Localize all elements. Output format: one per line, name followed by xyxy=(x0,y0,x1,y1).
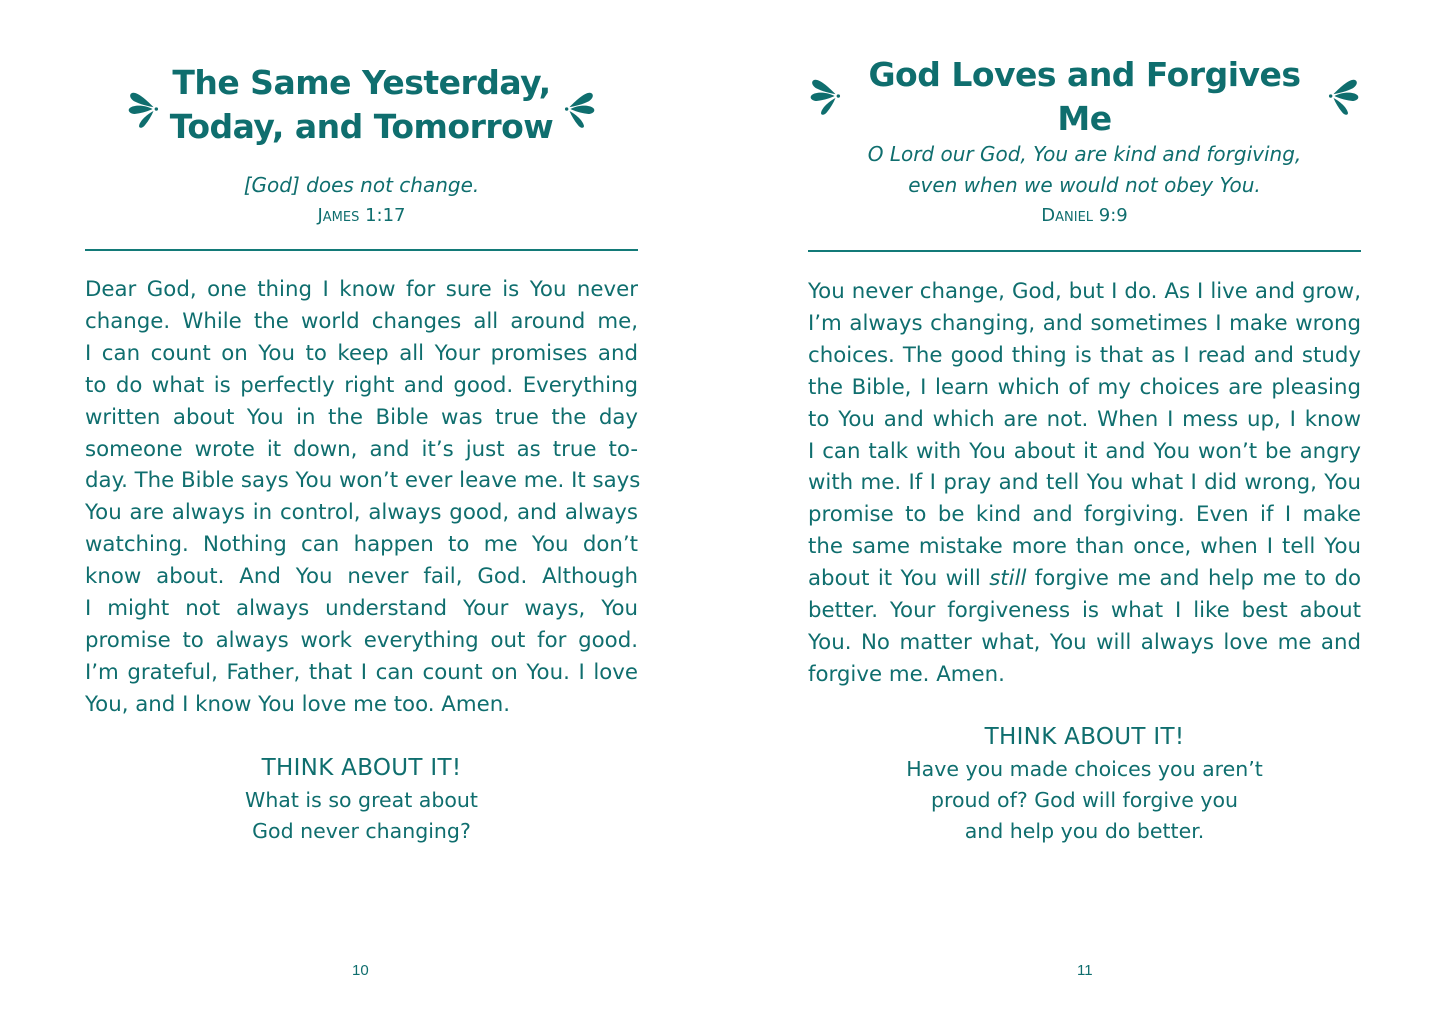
italic-text: still xyxy=(989,566,1027,592)
title-line: Today, and Tomorrow xyxy=(169,107,554,146)
title-line: God Loves and Forgives Me xyxy=(868,55,1301,138)
scripture-verse xyxy=(85,170,638,231)
body-line: promise to be kind and forgiving. Even if I make xyxy=(808,502,1361,528)
think-heading: THINK ABOUT IT! xyxy=(261,755,462,781)
left-page xyxy=(85,0,641,1020)
text-run: forgive me and help me to do xyxy=(1026,566,1361,592)
scripture-verse xyxy=(808,139,1361,231)
body-line: written about You in the Bible was true the day xyxy=(85,404,638,430)
body-line: I can count on You to keep all Your promises and xyxy=(85,340,638,366)
body-line: You, and I know You love me too. Amen. xyxy=(85,691,510,717)
page-number: 11 xyxy=(1077,962,1093,979)
think-line: Have you made choices you aren’t xyxy=(906,757,1263,781)
page-title-block xyxy=(85,60,638,150)
flourish-left-icon xyxy=(808,77,842,117)
flourish-left-icon xyxy=(126,90,160,130)
body-line: know about. And You never fail, God. Although xyxy=(85,564,638,590)
think-line: God never changing? xyxy=(252,819,471,843)
body-line: I might not always understand Your ways, You xyxy=(85,596,638,622)
body-line: promise to always work everything out for good. xyxy=(85,627,638,653)
body-line: You never change, God, but I do. As I live and grow, xyxy=(808,279,1361,304)
body-line: I’m always changing, and sometimes I make wrong xyxy=(808,310,1361,336)
body-line: the same mistake more than once, when I tell You xyxy=(808,534,1361,560)
divider-rule xyxy=(85,249,638,251)
think-line: proud of? God will forgive you xyxy=(931,788,1238,812)
think-heading: THINK ABOUT IT! xyxy=(984,724,1185,750)
body-line: to You and which are not. When I mess up, I know xyxy=(808,406,1361,432)
verse-reference: Daniel 9:9 xyxy=(1041,205,1128,226)
body-line: change. While the world changes all around me, xyxy=(85,308,638,334)
think-about-it xyxy=(85,751,638,847)
verse-reference: James 1:17 xyxy=(317,205,406,226)
body-line: I can talk with You about it and You won’t be angry xyxy=(808,438,1361,464)
body-line: Dear God, one thing I know for sure is You never xyxy=(85,277,638,302)
page-number: 10 xyxy=(352,962,369,979)
body-line: forgive me. Amen. xyxy=(808,661,1005,687)
body-line: better. Your forgiveness is what I like best about xyxy=(808,598,1361,624)
verse-text: O Lord our God, You are kind and forgiving, xyxy=(867,142,1302,166)
body-line: with me. If I pray and tell You what I did wrong, You xyxy=(808,470,1361,496)
page-title xyxy=(170,61,554,149)
verse-text: [God] does not change. xyxy=(243,173,480,197)
right-page xyxy=(808,0,1361,1020)
prayer-body xyxy=(85,274,641,721)
prayer-body xyxy=(808,276,1361,691)
verse-text: even when we would not obey You. xyxy=(908,173,1261,197)
body-line: the Bible, I learn which of my choices are pleasing xyxy=(808,374,1361,400)
body-line: someone wrote it down, and it’s just as true to- xyxy=(85,436,638,462)
body-line: day. The Bible says You won’t ever leave me. It says xyxy=(85,468,641,494)
flourish-right-icon xyxy=(1327,77,1361,117)
page-title xyxy=(852,53,1317,141)
title-line: The Same Yesterday, xyxy=(172,63,551,102)
body-line: You are always in control, always good, and always xyxy=(85,500,638,526)
think-line: and help you do better. xyxy=(964,819,1205,843)
flourish-right-icon xyxy=(563,90,597,130)
body-line: watching. Nothing can happen to me You don’t xyxy=(85,532,638,558)
think-about-it xyxy=(808,720,1361,847)
body-line: I’m grateful, Father, that I can count on You. I love xyxy=(85,659,638,685)
text-run: about it You will xyxy=(808,566,990,592)
body-line: to do what is perfectly right and good. Everything xyxy=(85,372,638,398)
page-title-block xyxy=(808,55,1361,138)
body-line: You. No matter what, You will always love me and xyxy=(808,629,1361,655)
body-line-emphasis xyxy=(808,563,1361,595)
body-line: choices. The good thing is that as I read and study xyxy=(808,342,1361,368)
think-line: What is so great about xyxy=(245,788,478,812)
divider-rule xyxy=(808,250,1361,252)
